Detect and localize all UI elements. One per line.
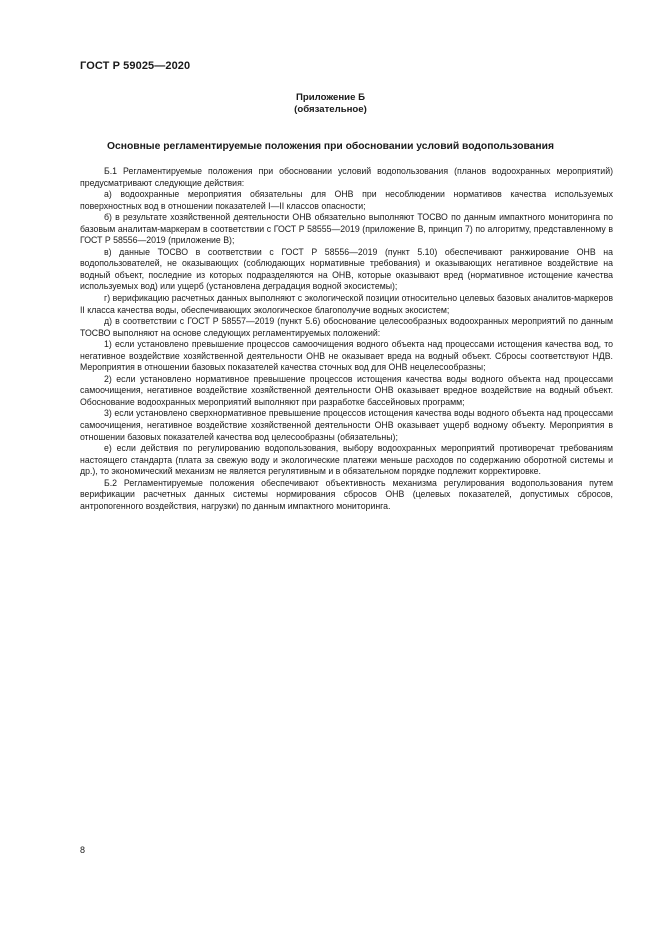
paragraph-subitem-2: 2) если установлено нормативное превышение процессов истощения качества воды водного объекта над процессами самоочищения, негативное воздействие хозяйственной деятельности ОНВ оказывает вредное воздействие на водный объект. Обоснование водоохранных мероприятий выполняют при разработке бассейновых программ; <box>80 373 613 407</box>
paragraph-item-d: д) в соответствии с ГОСТ Р 58557—2019 (пункт 5.6) обоснование целесообразных водоохранных мероприятий по данным ТОСВО выполняют на основе следующих регламентируемых положений: <box>80 316 613 338</box>
page-number: 8 <box>80 845 86 855</box>
paragraph-item-g: г) верификацию расчетных данных выполняют с экологической позиции относительно целевых базовых аналитов-маркеров II класса качества воды, обеспечивающих экологическое благополучие водных экосистем; <box>80 293 613 315</box>
paragraph-item-e: е) если действия по регулированию водопользования, выбору водоохранных мероприятий противоречат требованиям настоящего стандарта (плата за свежую воду и экологические платежи меньше расходов по содержанию оборотной системы и др.), то экономический механизм не является регулятивным и в обязательном порядке подлежит корректировке. <box>80 443 613 477</box>
annex-status: (обязательное) <box>294 104 367 115</box>
paragraph-subitem-3: 3) если установлено сверхнормативное превышение процессов истощения качества воды водного объекта над процессами самоочищения, негативное воздействие хозяйственной деятельности ОНВ оказывает ущерб водному объекту. Мероприятия в отношении базовых показателей качества вод целесообразны (обязательны); <box>80 408 613 442</box>
body-text <box>80 166 613 512</box>
annex-title-block <box>0 92 661 116</box>
paragraph-subitem-1: 1) если установлено превышение процессов самоочищения водного объекта над процессами истощения качества вод, то негативное воздействие хозяйственной деятельности ОНВ не оказывает вреда на водный объект. Сбросы соответствуют НДВ. Мероприятия в отношении базовых показателей качества сточных вод для ОНВ нецелесообразны; <box>80 339 613 373</box>
paragraph-item-v: в) данные ТОСВО в соответствии с ГОСТ Р 58556—2019 (пункт 5.10) обеспечивают ранжирование ОНВ на водопользователей, не оказывающих (соблюдающих нормативные требования) и оказывающих негативное воздействие на водный объект, последние из которых подразделяются на ОНВ, которые оказывают вред (нормативное истощение качества используемых вод) или ущерб (установлена деградация водной экосистемы); <box>80 246 613 292</box>
paragraph-b2: Б.2 Регламентируемые положения обеспечивают объективность механизма регулирования водопользования путем верификации расчетных данных системы нормирования сбросов ОНВ (целевых показателей, допустимых сбросов, антропогенного воздействия, нагрузки) по данным импактного мониторинга. <box>80 477 613 511</box>
annex-title: Приложение Б <box>296 92 365 103</box>
document-code-header: ГОСТ Р 59025—2020 <box>80 60 191 72</box>
section-heading: Основные регламентируемые положения при обосновании условий водопользования <box>107 141 554 152</box>
paragraph-b1: Б.1 Регламентируемые положения при обосновании условий водопользования (планов водоохранных мероприятий) предусматривают следующие действия: <box>80 166 613 188</box>
paragraph-item-a: а) водоохранные мероприятия обязательны для ОНВ при несоблюдении нормативов качества используемых поверхностных вод в отношении показателей I—II классов опасности; <box>80 189 613 211</box>
paragraph-item-b: б) в результате хозяйственной деятельности ОНВ обязательно выполняют ТОСВО по данным импактного мониторинга по базовым аналитам-маркерам в соответствии с ГОСТ Р 58555—2019 (приложение В, принцип 7) по алгоритму, представленному в ГОСТ Р 58556—2019 (приложение В); <box>80 212 613 246</box>
